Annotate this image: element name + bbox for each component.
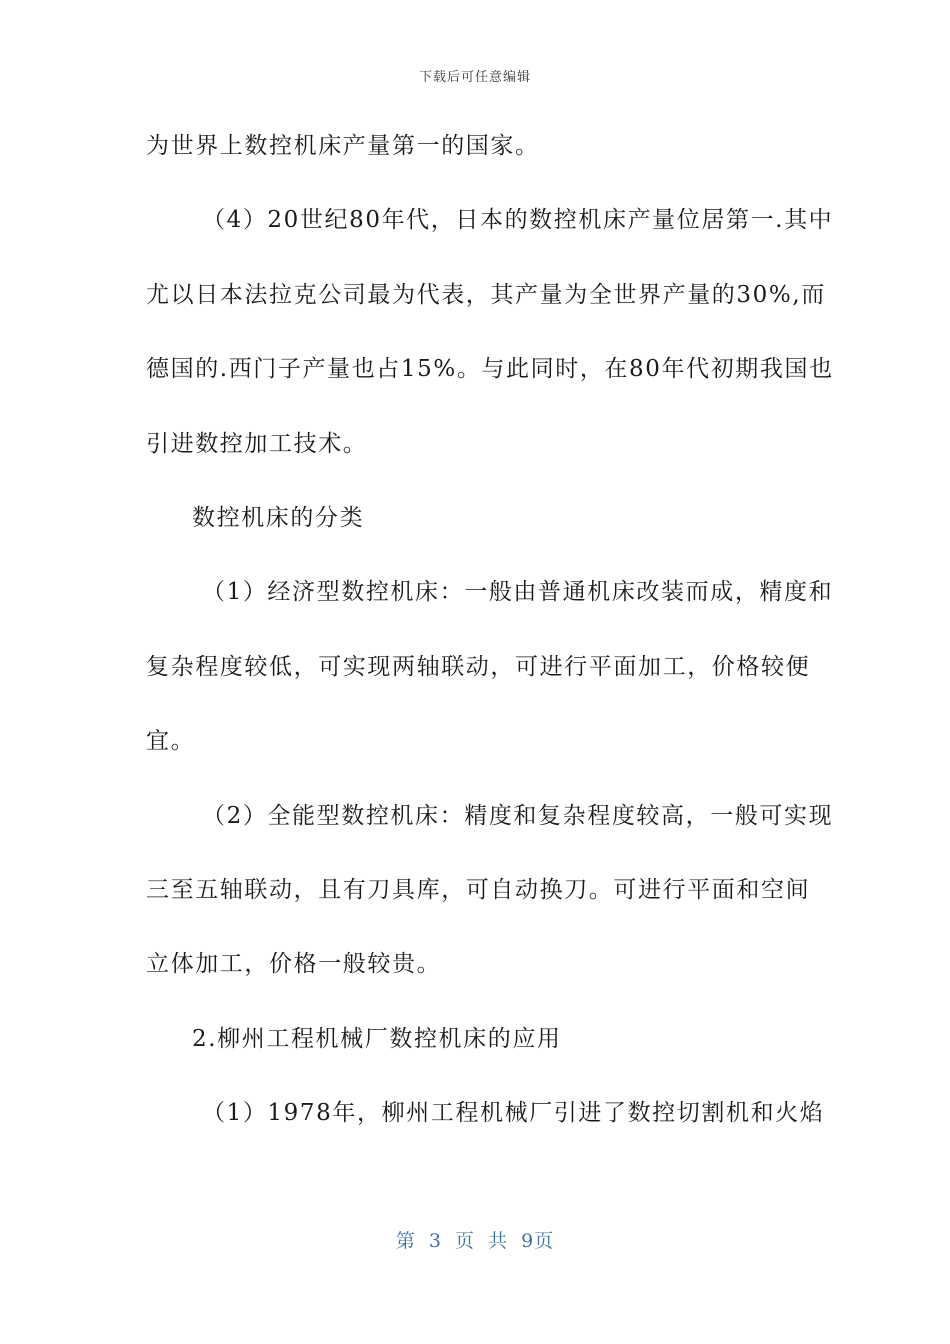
paragraph-line: 复杂程度较低，可实现两轴联动，可进行平面加工，价格较便 bbox=[146, 653, 811, 680]
page-header: 下载后可任意编辑 bbox=[418, 70, 531, 85]
paragraph-line: 立体加工，价格一般较贵。 bbox=[146, 951, 442, 978]
paragraph-line: （4）20世纪80年代，日本的数控机床产量位居第一.其中 bbox=[202, 207, 834, 234]
paragraph-line: 三至五轴联动，且有刀具库，可自动换刀。可进行平面和空间 bbox=[146, 876, 811, 903]
paragraph-line: 引进数控加工技术。 bbox=[146, 430, 368, 457]
document-body bbox=[146, 128, 834, 1169]
paragraph-line: 宜。 bbox=[146, 728, 196, 755]
paragraph-line: 为世界上数控机床产量第一的国家。 bbox=[146, 133, 540, 159]
section-heading: 数控机床的分类 bbox=[192, 504, 365, 531]
page-number-footer: 第 3 页 共 9页 bbox=[395, 1230, 555, 1252]
section-heading: 2.柳州工程机械厂数控机床的应用 bbox=[192, 1025, 562, 1052]
paragraph-line: （1）经济型数控机床：一般由普通机床改装而成，精度和 bbox=[202, 579, 834, 606]
paragraph-line: 德国的.西门子产量也占15%。与此同时，在80年代初期我国也 bbox=[146, 356, 834, 383]
paragraph-line: （1）1978年，柳州工程机械厂引进了数控切割机和火焰 bbox=[202, 1100, 825, 1127]
paragraph-line: （2）全能型数控机床：精度和复杂程度较高，一般可实现 bbox=[202, 802, 834, 829]
paragraph-line: 尤以日本法拉克公司最为代表，其产量为全世界产量的30%,而 bbox=[146, 281, 826, 308]
